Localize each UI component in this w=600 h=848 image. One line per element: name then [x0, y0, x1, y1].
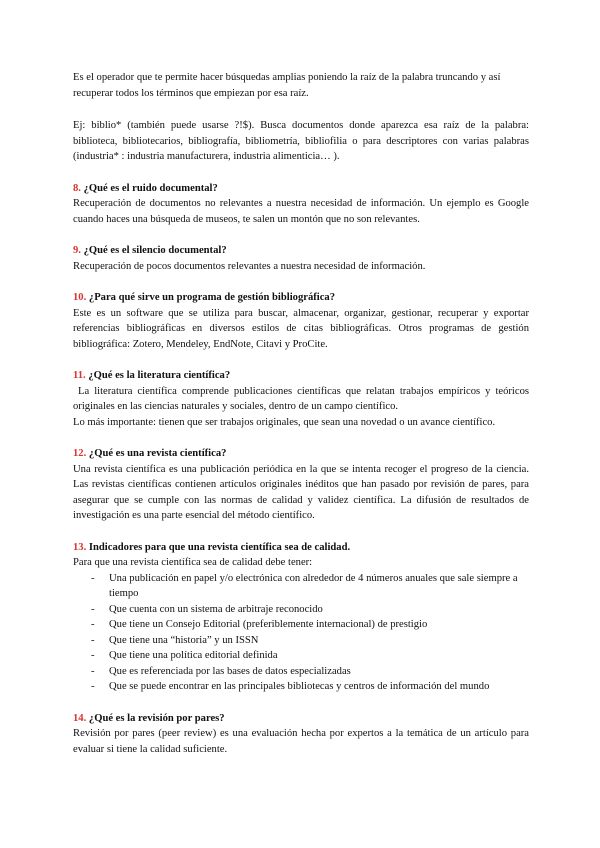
question-title: ¿Qué es la revisión por pares? — [88, 712, 225, 724]
question-title: ¿Qué es la literatura científica? — [88, 370, 231, 381]
question-heading — [73, 243, 529, 259]
question-heading — [73, 368, 529, 384]
section-11 — [73, 368, 532, 430]
list-item: - Que tiene una “historia” y un ISSN — [109, 633, 529, 649]
list-item: - Que cuenta con un sistema de arbitraje reconocido — [109, 602, 529, 618]
section-10 — [73, 290, 529, 352]
list-item: - Que tiene un Consejo Editorial (preferiblemente internacional) de prestigio — [109, 617, 529, 633]
question-number: 8. — [73, 182, 81, 194]
section-13 — [73, 540, 529, 695]
question-title: Indicadores para que una revista científica sea de calidad. — [88, 541, 351, 553]
list-item: - Que se puede encontrar en las principales bibliotecas y centros de información del mundo — [109, 679, 529, 695]
list-item: - Una publicación en papel y/o electrónica con alrededor de 4 números anuales que sale siempre a tiempo — [109, 571, 529, 602]
question-heading — [73, 446, 529, 462]
question-title: ¿Para qué sirve un programa de gestión bibliográfica? — [88, 292, 336, 303]
answer-paragraph: Recuperación de documentos no relevantes a nuestra necesidad de información. Un ejemplo es Google cuando haces una búsqueda de museos, te salen un montón que no son relevantes. — [73, 198, 529, 225]
answer-paragraph: Una revista científica es una publicación periódica en la que se intenta recoger el progreso de la ciencia. Las revistas científicas contienen artículos originales inéditos que han pasado por revisión de pares, para asegurar que se cumple con las normas de calidad y validez científica. La difusión de resultados de investigación es una parte esencial del método científico. — [73, 463, 529, 521]
question-heading — [73, 540, 529, 556]
question-number: 12. — [73, 448, 87, 459]
question-heading — [73, 711, 529, 727]
document-page — [73, 70, 532, 757]
answer-paragraph: La literatura científica comprende publicaciones científicas que relatan trabajos empíricos y teóricos originales en las ciencias naturales y sociales, dentro de un campo científico. — [73, 385, 532, 412]
section-12 — [73, 446, 529, 524]
indicators-list — [73, 571, 529, 695]
question-title: ¿Qué es una revista científica? — [88, 448, 227, 459]
list-item: - Que es referenciada por las bases de datos especializadas — [109, 664, 529, 680]
answer-paragraph: Para que una revista científica sea de calidad debe tener: — [73, 557, 313, 568]
answer-paragraph: Recuperación de pocos documentos relevantes a nuestra necesidad de información. — [73, 260, 426, 272]
intro-paragraph: Es el operador que te permite hacer búsquedas amplias poniendo la raíz de la palabra truncando y así recuperar todos los términos que empiezan por esa raíz. — [73, 72, 501, 99]
question-title: ¿Qué es el ruido documental? — [83, 182, 218, 194]
question-number: 9. — [73, 245, 81, 256]
example-paragraph: Ej: biblio* (también puede usarse ?!$). Busca documentos donde aparezca esa raíz de la palabra: biblioteca, bibliotecarios, bibliografía, bibliometría, bibliofilia o para descriptores con varias palabras (industria* : industria manufacturera, industria alimenticia… ). — [73, 120, 529, 162]
question-number: 14. — [73, 712, 87, 724]
list-item: - Que tiene una política editorial definida — [109, 648, 529, 664]
question-title: ¿Qué es el silencio documental? — [83, 245, 227, 256]
question-heading — [73, 290, 529, 306]
answer-paragraph: Lo más importante: tienen que ser trabajos originales, que sean una novedad o un avance científico. — [73, 416, 496, 428]
question-number: 13. — [73, 541, 87, 553]
answer-paragraph: Revisión por pares (peer review) es una evaluación hecha por expertos a la temática de un artículo para evaluar si tiene la calidad suficiente. — [73, 728, 529, 755]
section-14 — [73, 711, 529, 758]
question-number: 11. — [73, 370, 86, 381]
question-number: 10. — [73, 292, 87, 303]
section-9 — [73, 243, 529, 274]
answer-paragraph: Este es un software que se utiliza para buscar, almacenar, organizar, gestionar, recuperar y exportar referencias bibliográficas en diversos estilos de citas bibliográficas. Otros programas de gestión bibliográfica: Zotero, Mendeley, EndNote, Citavi y ProCite. — [73, 307, 529, 350]
question-heading — [73, 181, 529, 197]
section-8 — [73, 181, 529, 228]
